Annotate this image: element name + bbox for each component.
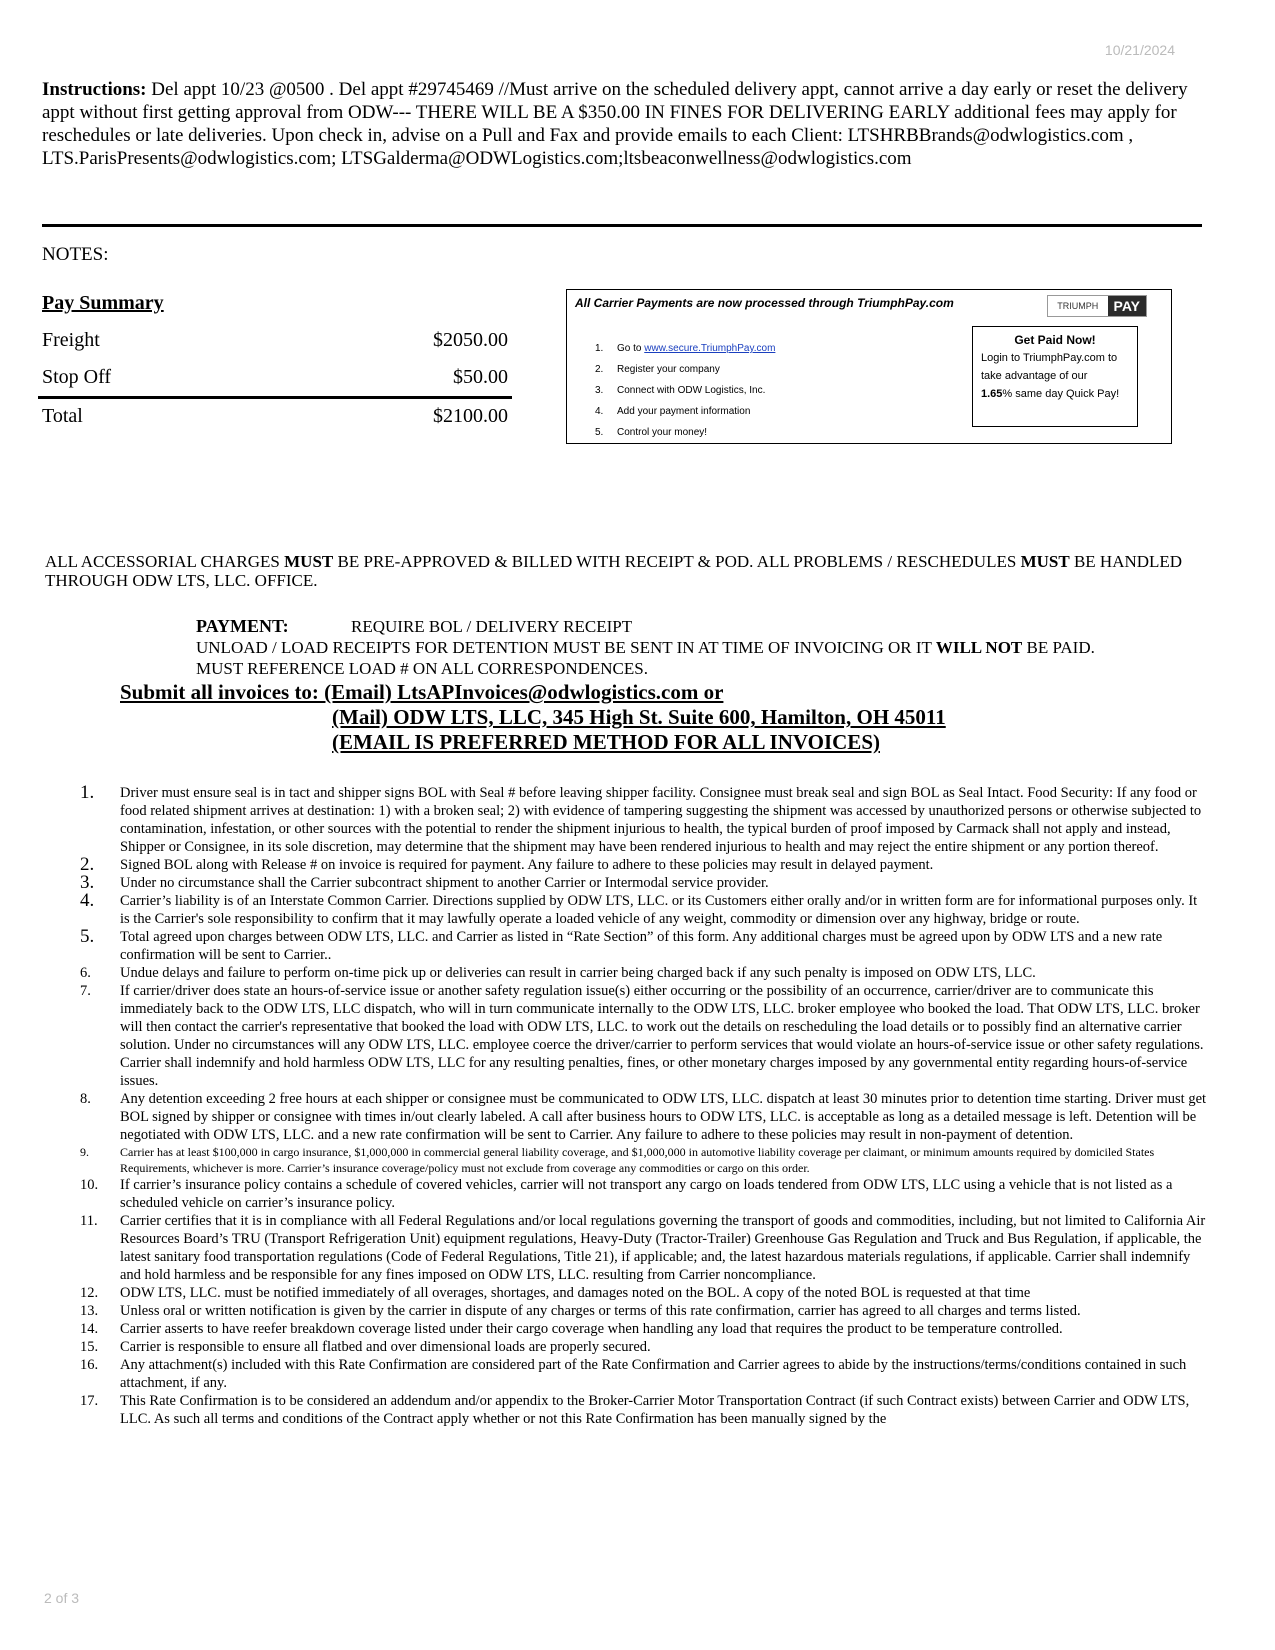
term-number: 9.: [80, 1145, 89, 1159]
list-item: [595, 422, 775, 443]
instructions-text: Del appt 10/23 @0500 . Del appt #29745469 //Must arrive on the scheduled delivery appt, cannot arrive a day early or reset the delivery appt without first getting approval from ODW--- THERE WILL BE A $350.00 IN FINES FOR DELIVERING EARLY additional fees may apply for reschedules or late deliveries. Upon check in, advise on a Pull and Fax and provide emails to each Client: LTSHRBBrands@odwlogistics.com , LTS.ParisPresents@odwlogistics.com; LTSGalderma@ODWLogistics.com;ltsbeaconwellness@odwlogistics.com: [42, 79, 1188, 169]
step-text: Go to: [617, 343, 645, 354]
get-paid-rate: 1.65: [981, 388, 1003, 400]
term-text: Under no circumstance shall the Carrier subcontract shipment to another Carrier or Intermodal service provider.: [120, 875, 769, 891]
term-item: [80, 1144, 1210, 1176]
term-number: 6.: [80, 965, 91, 981]
payment-text: UNLOAD / LOAD RECEIPTS FOR DETENTION MUST BE SENT IN AT TIME OF INVOICING OR IT: [196, 638, 936, 657]
step-text: Register your company: [617, 364, 720, 375]
term-text: Carrier has at least $100,000 in cargo insurance, $1,000,000 in commercial general liability coverage, and $1,000,000 in automotive liability coverage per claimant, or minimum amounts required by domiciled States Requirements, whichever is more. Carrier’s insurance coverage/policy must not exclude from coverage any commodities or cargo on this order.: [120, 1145, 1155, 1175]
term-number: 2.: [80, 854, 95, 875]
term-text: Carrier certifies that it is in compliance with all Federal Regulations and/or local regulations governing the transport of goods and commodities, including, but not limited to California Air Resources Board’s TRU (Transport Refrigeration Unit) equipment regulations, Heavy-Duty (Tractor-Trailer) Greenhouse Gas Regulation and Truck and Bus Regulation, if applicable, the latest sanitary food transportation regulations (Code of Federal Regulations, Title 21), if applicable; and, the latest hazardous materials regulations, if applicable. Carrier shall indemnify and hold harmless and be responsible for any fines imposed on ODW LTS, LLC. resulting from Carrier noncompliance.: [120, 1213, 1206, 1283]
term-item: [80, 928, 1210, 964]
pay-row-label: Total: [42, 404, 83, 427]
list-item: [595, 359, 775, 380]
triumphpay-heading: All Carrier Payments are now processed through TriumphPay.com: [575, 296, 954, 310]
term-number: 12.: [80, 1285, 99, 1301]
notes-label: NOTES:: [42, 244, 109, 265]
payment-label: PAYMENT:: [196, 616, 289, 636]
term-item: [80, 1320, 1210, 1338]
term-number: 15.: [80, 1339, 99, 1355]
term-number: 3.: [80, 872, 95, 893]
emphasis: MUST: [1020, 552, 1070, 571]
list-item: [595, 338, 775, 359]
term-number: 16.: [80, 1357, 99, 1373]
term-text: Unless oral or written notification is given by the carrier in dispute of any charges or terms of this rate confirmation, carrier has agreed to all charges and terms listed.: [120, 1303, 1081, 1319]
get-paid-text: Login to TriumphPay.com to take advantage of our: [981, 352, 1118, 382]
term-text: Driver must ensure seal is in tact and shipper signs BOL with Seal # before leaving shipper facility. Consignee must break seal and sign BOL as Seal Intact. Food Security: If any food or food related shipment arrives at destination: 1) with a broken seal; 2) with evidence of tampering suggesting the shipment was accessed by unauthorized persons or otherwise subjected to contamination, infestation, or other sources with the potential to render the shipment injurious to health, the typical burden of proof imposed by Carmack shall not apply and instead, Shipper or Consignee, in its sole discretion, may determine that the shipment may have been rendered injurious to health and may reject the entire shipment or any portion thereof.: [120, 785, 1202, 855]
instructions: [42, 78, 1212, 170]
triumphpay-link[interactable]: www.secure.TriumphPay.com: [644, 343, 776, 354]
term-item: [80, 1090, 1210, 1144]
get-paid-box: [972, 326, 1138, 427]
term-text: Signed BOL along with Release # on invoice is required for payment. Any failure to adhere to these policies may result in delayed payment.: [120, 857, 934, 873]
submit-line-mail: (Mail) ODW LTS, LLC, 345 High St. Suite 600, Hamilton, OH 45011: [332, 705, 946, 729]
term-item: [80, 982, 1210, 1090]
pay-row-total: [38, 396, 512, 433]
payment-line: REQUIRE BOL / DELIVERY RECEIPT: [351, 617, 633, 636]
term-item: [80, 874, 1210, 892]
accessorial-text: BE HANDLED THROUGH ODW LTS, LLC. OFFICE.: [45, 552, 1183, 590]
emphasis: MUST: [284, 552, 334, 571]
term-number: 10.: [80, 1177, 99, 1193]
term-text: This Rate Confirmation is to be considered an addendum and/or appendix to the Broker-Carrier Motor Transportation Contract (if such Contract exists) between Carrier and ODW LTS, LLC. As such all terms and conditions of the Contract apply whether or not this Rate Confirmation has been manually signed by the: [120, 1393, 1190, 1427]
term-number: 1.: [80, 782, 95, 803]
step-number: 4.: [595, 406, 604, 417]
triumphpay-logo: [1047, 295, 1147, 317]
term-number: 7.: [80, 983, 91, 999]
list-item: [595, 401, 775, 422]
pay-row-stop-off: [42, 359, 512, 396]
step-number: 5.: [595, 427, 604, 438]
step-number: 2.: [595, 364, 604, 375]
step-text: Add your payment information: [617, 406, 751, 417]
pay-row-label: Freight: [42, 329, 100, 351]
get-paid-title: Get Paid Now!: [1014, 333, 1096, 347]
pay-row-label: Stop Off: [42, 366, 112, 388]
get-paid-rate-line: [981, 385, 1129, 403]
term-text: If carrier/driver does state an hours-of-service issue or another safety regulation issue(s) either occurring or the possibility of an occurrence, carrier/driver are to communicate this immediately back to the ODW LTS, LLC dispatch, who will in turn communicate internally to the ODW LTS, LLC. broker employee who booked the load. That ODW LTS, LLC. broker will then contact the carrier's representative that booked the load with ODW LTS, LLC. to work out the details on rescheduling the load details or to possibly find an alternative carrier solution. Under no circumstances will any ODW LTS, LLC. employee coerce the driver/carrier to perform services that would violate an hours-of-service issue or other safety regulations. Carrier shall indemnify and hold harmless ODW LTS, LLC for any resulting penalties, fines, or other monetary charges imposed by any governmental entity regarding hours-of-service issues.: [120, 983, 1204, 1089]
term-item: [80, 1338, 1210, 1356]
step-text: Control your money!: [617, 427, 708, 438]
print-date: 10/21/2024: [1104, 42, 1175, 58]
submit-line-email: Submit all invoices to: (Email) LtsAPInvoices@odwlogistics.com or: [120, 680, 724, 704]
list-item: [595, 380, 775, 401]
triumph-logo-pay: PAY: [1108, 296, 1146, 316]
submit-invoices: [120, 680, 946, 755]
triumphpay-notice: [566, 289, 1172, 444]
pay-row-amount: $2100.00: [433, 404, 508, 427]
step-text: Connect with ODW Logistics, Inc.: [617, 385, 766, 396]
term-item: [80, 856, 1210, 874]
term-text: Carrier asserts to have reefer breakdown coverage listed under their cargo coverage when handling any load that requires the product to be temperature controlled.: [120, 1321, 1063, 1337]
payment-line: [196, 637, 1095, 658]
term-item: [80, 1212, 1210, 1284]
term-item: [80, 1284, 1210, 1302]
pay-row-freight: [42, 322, 512, 359]
term-number: 13.: [80, 1303, 99, 1319]
accessorial-text: BE PRE-APPROVED & BILLED WITH RECEIPT & POD. ALL PROBLEMS / RESCHEDULES: [333, 552, 1021, 571]
term-number: 5.: [80, 926, 95, 947]
term-number: 17.: [80, 1393, 99, 1409]
pay-row-amount: $50.00: [453, 366, 508, 388]
term-text: Total agreed upon charges between ODW LTS, LLC. and Carrier as listed in “Rate Section” of this form. Any additional charges must be agreed upon by ODW LTS and a new rate confirmation will be sent to Carrier..: [120, 929, 1163, 963]
term-text: Carrier is responsible to ensure all flatbed and over dimensional loads are properly secured.: [120, 1339, 651, 1355]
submit-line-preferred: (EMAIL IS PREFERRED METHOD FOR ALL INVOICES): [332, 730, 880, 754]
term-number: 8.: [80, 1091, 91, 1107]
term-item: [80, 1176, 1210, 1212]
term-item: [80, 1302, 1210, 1320]
page-number: 2 of 3: [44, 1590, 80, 1606]
pay-row-amount: $2050.00: [433, 329, 508, 351]
term-item: [80, 964, 1210, 982]
section-divider: [42, 224, 1202, 227]
term-text: ODW LTS, LLC. must be notified immediately of all overages, shortages, and damages noted on the BOL. A copy of the noted BOL is requested at that time: [120, 1285, 1031, 1301]
term-number: 11.: [80, 1213, 98, 1229]
term-item: [80, 1356, 1210, 1392]
pay-summary: [42, 292, 512, 433]
term-number: 4.: [80, 890, 95, 911]
payment-section: [196, 616, 1095, 679]
term-text: Any detention exceeding 2 free hours at each shipper or consignee must be communicated to ODW LTS, LLC. dispatch at least 30 minutes prior to detention time starting. Driver must get BOL signed by shipper or consignee with times in/out clearly labeled. A call after business hours to ODW LTS, LLC. is acceptable as long as a detailed message is left. Detention will be negotiated with ODW LTS, LLC. and a new rate confirmation will be sent to Carrier. Any failure to adhere to these policies may result in non-payment of detention.: [120, 1091, 1207, 1143]
pay-summary-title: Pay Summary: [42, 292, 164, 314]
term-text: Carrier’s liability is of an Interstate Common Carrier. Directions supplied by ODW LTS, LLC. or its Customers either orally and/or in written form are for informational purposes only. It is the Carrier's sole responsibility to confirm that it may lawfully operate a loaded vehicle of any weight, commodity or dimension over any highway, bridge or route.: [120, 893, 1198, 927]
term-text: If carrier’s insurance policy contains a schedule of covered vehicles, carrier will not transport any cargo on loads tendered from ODW LTS, LLC using a vehicle that is not listed as a scheduled vehicle on carrier’s insurance policy.: [120, 1177, 1173, 1211]
accessorial-notice: [45, 552, 1215, 590]
term-number: 14.: [80, 1321, 99, 1337]
term-item: [80, 784, 1210, 856]
term-item: [80, 1392, 1210, 1428]
step-number: 3.: [595, 385, 604, 396]
triumphpay-steps: [595, 338, 775, 443]
instructions-label: Instructions:: [42, 79, 147, 100]
triumph-logo-text: TRIUMPH: [1057, 301, 1099, 311]
step-number: 1.: [595, 343, 604, 354]
emphasis: WILL NOT: [935, 638, 1023, 657]
payment-line: MUST REFERENCE LOAD # ON ALL CORRESPONDENCES.: [196, 659, 648, 678]
accessorial-text: ALL ACCESSORIAL CHARGES: [45, 552, 285, 571]
term-item: [80, 892, 1210, 928]
term-text: Any attachment(s) included with this Rate Confirmation are considered part of the Rate Confirmation and Carrier agrees to abide by the instructions/terms/conditions contained in such attachment, if any.: [120, 1357, 1187, 1391]
term-text: Undue delays and failure to perform on-time pick up or deliveries can result in carrier being charged back if any such penalty is imposed on ODW LTS, LLC.: [120, 965, 1036, 981]
terms-list: [80, 784, 1210, 1428]
payment-text: BE PAID.: [1022, 638, 1095, 657]
get-paid-suffix: % same day Quick Pay!: [1002, 388, 1120, 400]
